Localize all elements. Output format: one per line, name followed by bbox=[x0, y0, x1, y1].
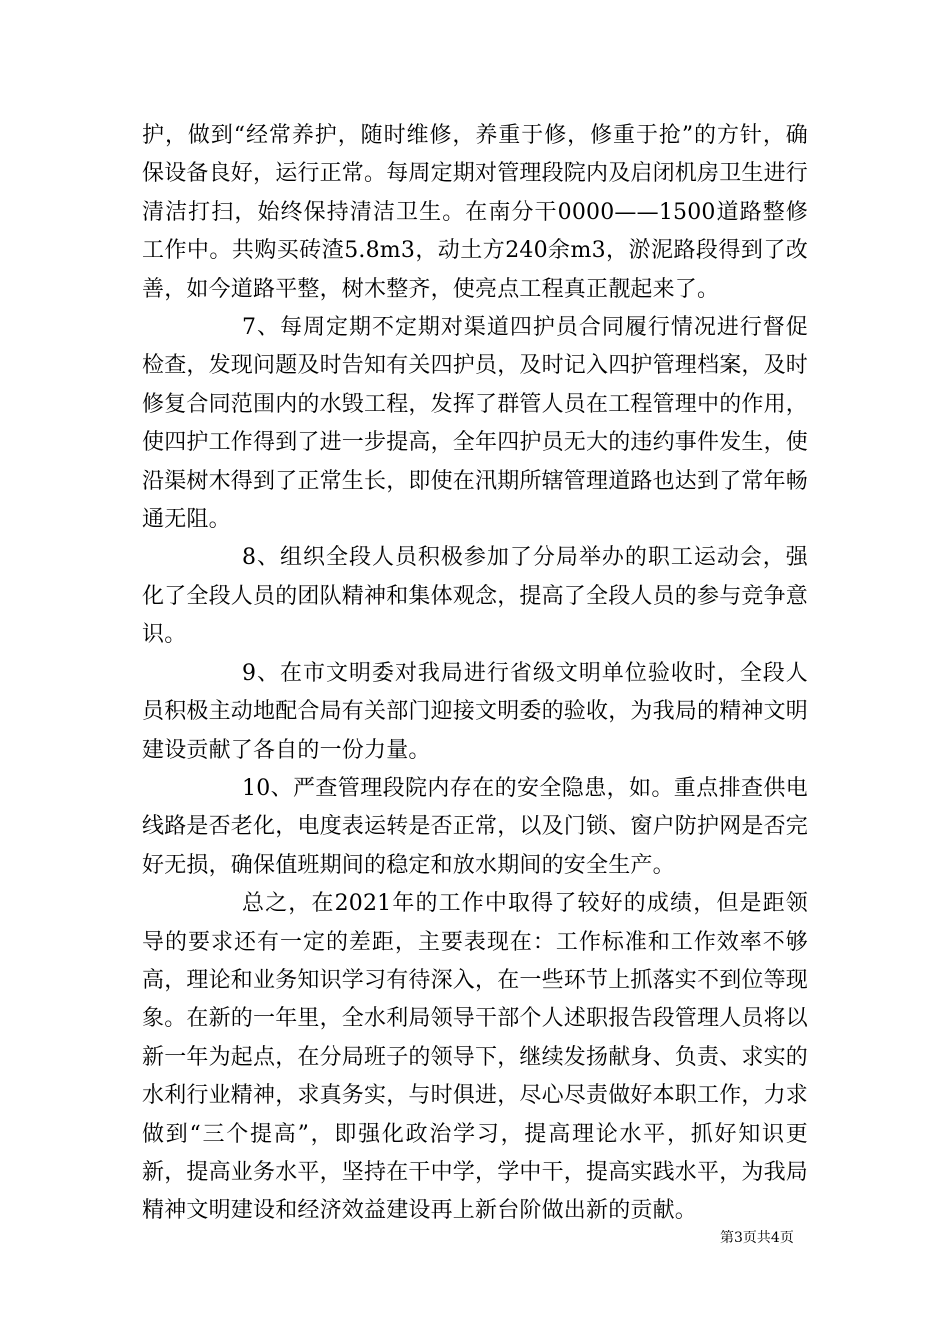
page-number-footer: 第3页共4页 bbox=[720, 1230, 794, 1246]
paragraph-summary: 总之，在2021年的工作中取得了较好的成绩，但是距领导的要求还有一定的差距，主要表现在：工作标准和工作效率不够高，理论和业务知识学习有待深入，在一些环节上抓落实不到位等现象。在新的一年里，全水利局领导干部个人述职报告段管理人员将以新一年为起点，在分局班子的领导下，继续发扬献身、负责、求实的水利行业精神，求真务实，与时俱进，尽心尽责做好本职工作，力求做到“三个提高”，即强化政治学习，提高理论水平，抓好知识更新，提高业务水平，坚持在干中学，学中干，提高实践水平，为我局精神文明建设和经济效益建设再上新台阶做出新的贡献。 bbox=[142, 891, 809, 1224]
document-body bbox=[142, 117, 808, 1231]
paragraph-item-8: 8、组织全段人员积极参加了分局举办的职工运动会，强化了全段人员的团队精神和集体观念，提高了全段人员的参与竞争意识。 bbox=[142, 545, 809, 648]
paragraph-item-7: 7、每周定期不定期对渠道四护员合同履行情况进行督促检查，发现问题及时告知有关四护员，及时记入四护管理档案，及时修复合同范围内的水毁工程，发挥了群管人员在工程管理中的作用，使四护工作得到了进一步提高，全年四护员无大的违约事件发生，使沿渠树木得到了正常生长，即使在汛期所辖管理道路也达到了常年畅通无阻。 bbox=[142, 315, 809, 533]
paragraph-item-10: 10、严查管理段院内存在的安全隐患，如。重点排查供电线路是否老化，电度表运转是否正常，以及门锁、窗户防护网是否完好无损，确保值班期间的稳定和放水期间的安全生产。 bbox=[142, 775, 809, 878]
paragraph-item-9: 9、在市文明委对我局进行省级文明单位验收时，全段人员积极主动地配合局有关部门迎接文明委的验收，为我局的精神文明建设贡献了各自的一份力量。 bbox=[142, 660, 809, 763]
paragraph-continuation: 护，做到“经常养护，随时维修，养重于修，修重于抢”的方针，确保设备良好，运行正常。每周定期对管理段院内及启闭机房卫生进行清洁打扫，始终保持清洁卫生。在南分干0000——1500道路整修工作中。共购买砖渣5.8m3，动土方240余m3，淤泥路段得到了改善，如今道路平整，树木整齐，使亮点工程真正靓起来了。 bbox=[142, 123, 809, 302]
